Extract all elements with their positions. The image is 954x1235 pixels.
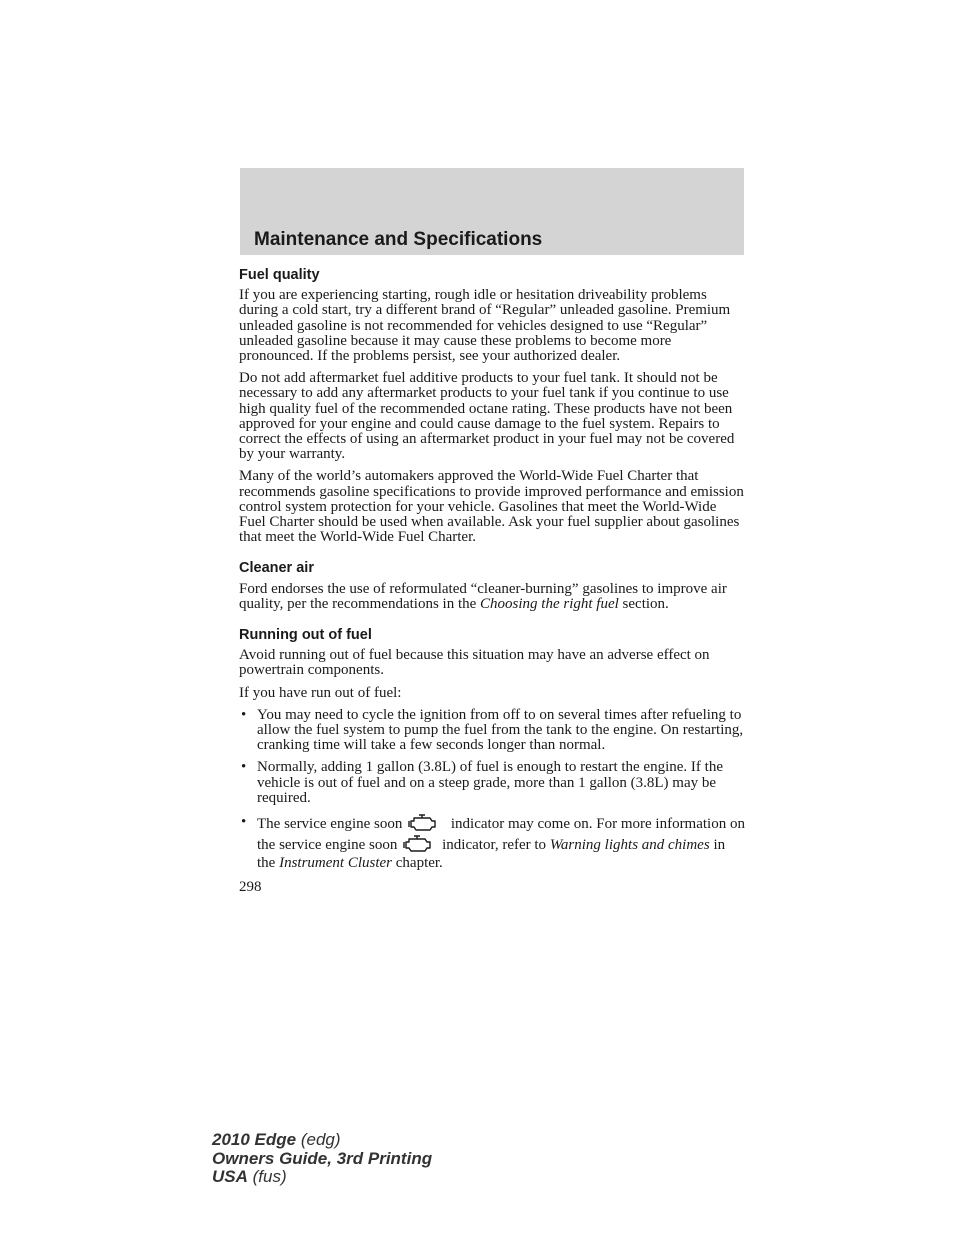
list-item-text: indicator, refer to (442, 836, 550, 853)
paragraph: If you are experiencing starting, rough idle or hesitation driveability problems during a cold start, try a different brand of “Regular” unleaded gasoline. Premium unleaded gasoline is not recommended for vehicles designed to use “Regular” unleaded gasoline because it may cause these problems to become more pronounced. If the problems persist, see your authorized dealer. (239, 287, 731, 365)
list-item-text: indicator may come on. For more information on the service engine soon (257, 816, 745, 853)
footer-code: (fus) (247, 1167, 287, 1186)
bullet-glyph: • (241, 706, 247, 723)
cross-reference: Warning lights and chimes (549, 836, 710, 853)
paragraph: Avoid running out of fuel because this situation may have an adverse effect on powertrain components. (239, 647, 710, 679)
header-band (240, 168, 744, 255)
heading-fuel-quality: Fuel quality (239, 267, 320, 283)
list-item (239, 760, 745, 806)
list-item (239, 813, 745, 873)
text: section. (618, 595, 669, 612)
list-item-text: in the (257, 836, 726, 872)
footer-line (212, 1131, 432, 1150)
heading-running-out-of-fuel: Running out of fuel (239, 627, 372, 644)
text: Ford endorses the use of reformulated “cleaner-burning” gasolines to improve air quality, per the recommendations in the (239, 580, 727, 612)
footer-code: (edg) (296, 1130, 341, 1149)
paragraph (239, 582, 745, 612)
list-item-text: Normally, adding 1 gallon (3.8L) of fuel is enough to restart the engine. If the vehicle is out of fuel and on a steep grade, more than 1 gallon (3.8L) may be required. (257, 759, 723, 806)
footer-edition: Owners Guide, 3rd Printing (212, 1148, 433, 1168)
check-engine-icon (408, 813, 438, 832)
paragraph: If you have run out of fuel: (239, 684, 402, 701)
cross-reference: Choosing the right fuel (480, 595, 619, 612)
footer (212, 1131, 432, 1187)
content-column (239, 268, 745, 895)
list-item-text: You may need to cycle the ignition from off to on several times after refueling to allow the fuel system to pump the fuel from the tank to the engine. On restarting, cranking time will take a few seconds longer than normal. (257, 706, 744, 754)
cross-reference: Instrument Cluster (279, 855, 392, 872)
list-item-text: chapter. (392, 855, 443, 872)
paragraph: Many of the world’s automakers approved the World-Wide Fuel Charter that recommends gasoline specifications to provide improved performance and emission control system protection for your vehicle. Gasolines that meet the World-Wide Fuel Charter should be used when available. Ask your fuel supplier about gasolines that meet the World-Wide Fuel Charter. (239, 468, 744, 546)
bullet-list (239, 708, 745, 873)
check-engine-icon (403, 834, 433, 853)
list-item-text: The service engine soon (257, 816, 403, 833)
page-number: 298 (239, 878, 262, 895)
bullet-glyph: • (241, 814, 247, 831)
heading-cleaner-air: Cleaner air (239, 560, 314, 577)
footer-market: USA (212, 1167, 248, 1186)
footer-model: 2010 Edge (212, 1130, 297, 1149)
paragraph: Do not add aftermarket fuel additive products to your fuel tank. It should not be necessary to add any aftermarket products to your fuel tank if you continue to use high quality fuel of the recommended octane rating. These products have not been approved for your engine and could cause damage to the fuel system. Repairs to correct the effects of using an aftermarket product in your fuel may not be covered by your warranty. (239, 370, 735, 463)
bullet-glyph: • (241, 759, 247, 776)
page-title: Maintenance and Specifications (254, 229, 543, 250)
list-item (239, 708, 745, 754)
footer-line (212, 1168, 432, 1187)
